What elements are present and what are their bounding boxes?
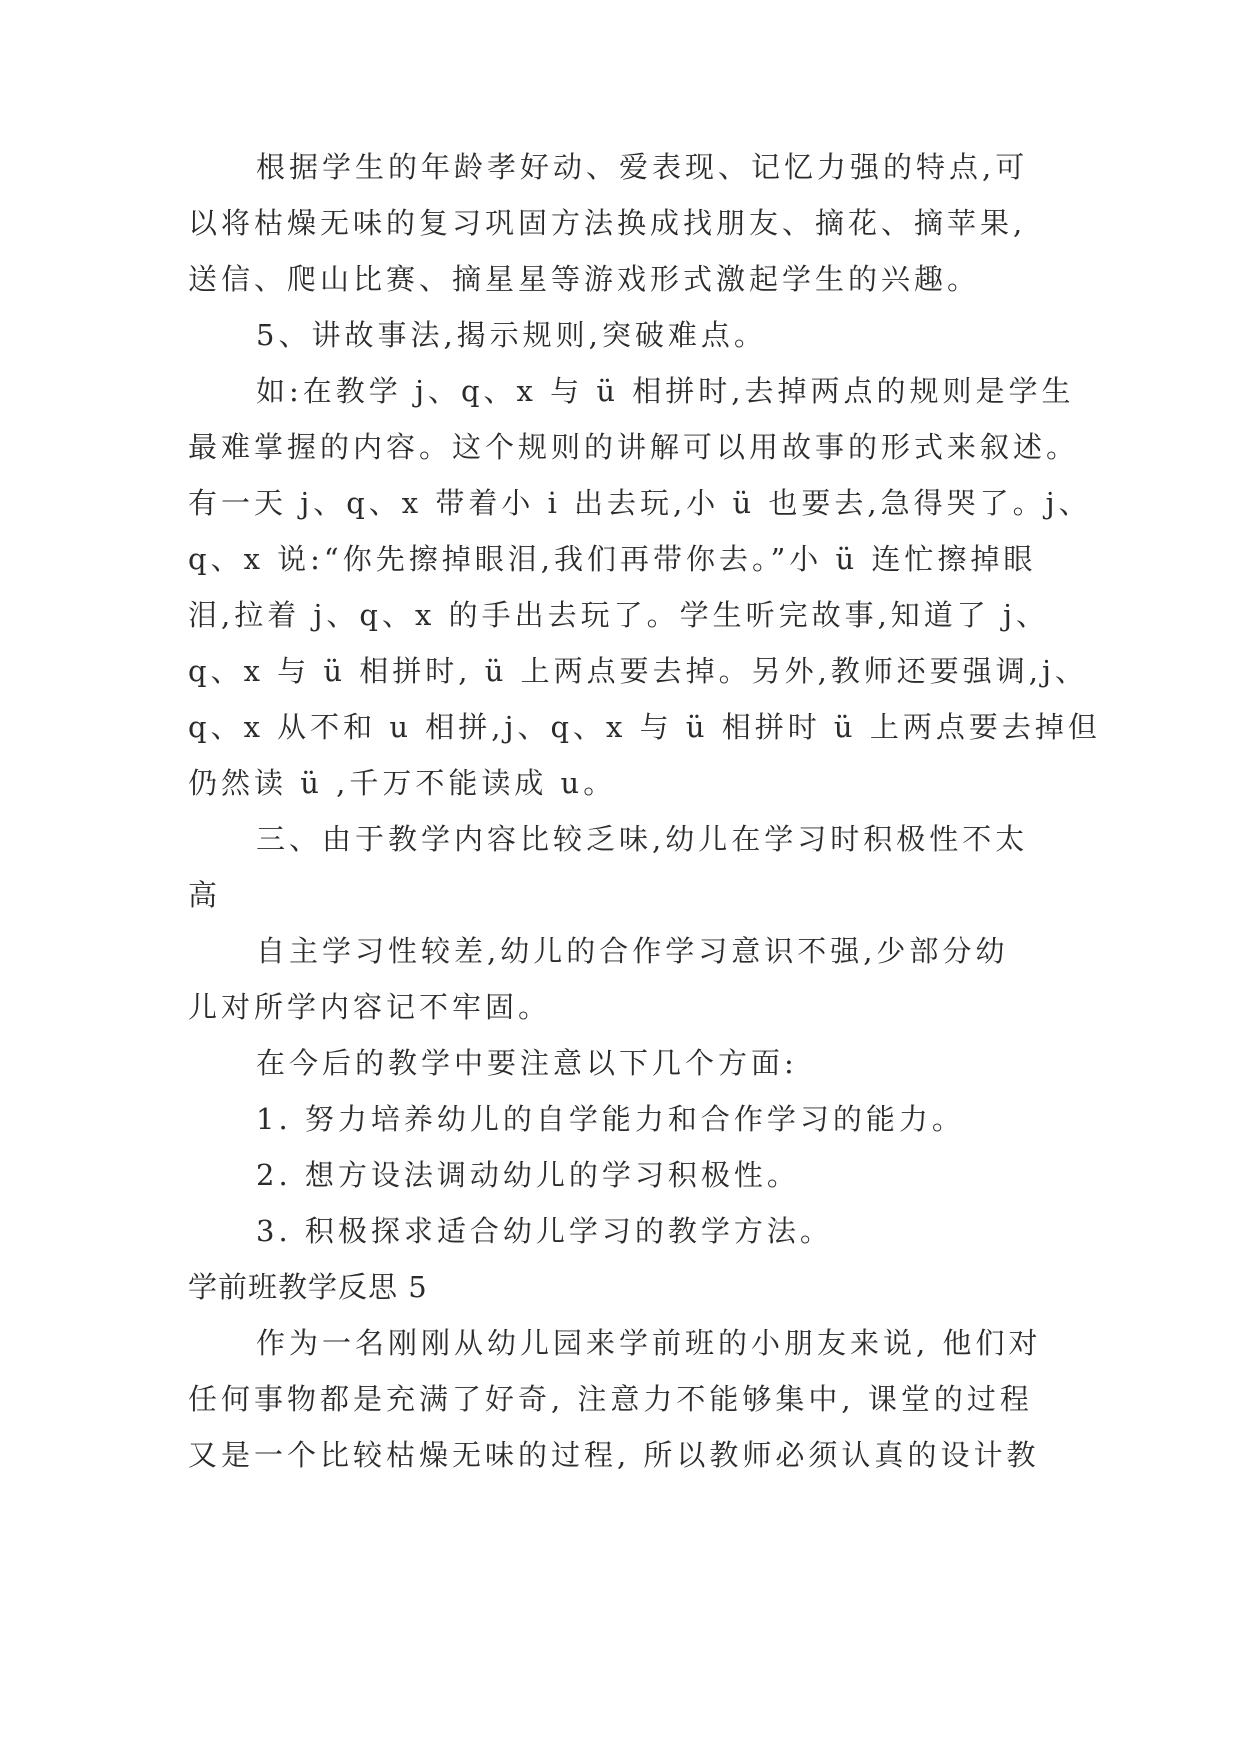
paragraph-line: 任何事物都是充满了好奇, 注意力不能够集中, 课堂的过程 — [188, 1382, 1033, 1416]
paragraph-line: q、x 与 ü 相拼时, ü 上两点要去掉。另外,教师还要强调,j、 — [188, 654, 1089, 688]
paragraph-line: 根据学生的年龄孝好动、爱表现、记忆力强的特点,可 — [256, 150, 1029, 184]
paragraph-line: 送信、爬山比赛、摘星星等游戏形式激起学生的兴趣。 — [188, 262, 981, 296]
paragraph-line: 泪,拉着 j、q、x 的手出去玩了。学生听完故事,知道了 j、 — [188, 598, 1049, 632]
section-heading: 学前班教学反思 5 — [188, 1270, 428, 1304]
paragraph-line: 在今后的教学中要注意以下几个方面: — [256, 1046, 798, 1080]
list-item: 2. 想方设法调动幼儿的学习积极性。 — [256, 1158, 800, 1192]
paragraph-line: 三、由于教学内容比较乏味,幼儿在学习时积极性不太 — [256, 822, 1029, 856]
paragraph-line: 5、讲故事法,揭示规则,突破难点。 — [256, 318, 767, 352]
paragraph-line: 作为一名刚刚从幼儿园来学前班的小朋友来说, 他们对 — [256, 1326, 1042, 1360]
paragraph-line: 最难掌握的内容。这个规则的讲解可以用故事的形式来叙述。 — [188, 430, 1080, 464]
paragraph-line: 仍然读 ü ,千万不能读成 u。 — [188, 766, 617, 800]
paragraph-line: 以将枯燥无味的复习巩固方法换成找朋友、摘花、摘苹果, — [188, 206, 1027, 240]
paragraph-line: q、x 说:“你先擦掉眼泪,我们再带你去。”小 ü 连忙擦掉眼 — [188, 542, 1037, 576]
paragraph-line: 如:在教学 j、q、x 与 ü 相拼时,去掉两点的规则是学生 — [256, 374, 1075, 408]
paragraph-line: 儿对所学内容记不牢固。 — [188, 990, 552, 1024]
paragraph-line: 又是一个比较枯燥无味的过程, 所以教师必须认真的设计教 — [188, 1438, 1040, 1472]
paragraph-line: q、x 从不和 u 相拼,j、q、x 与 ü 相拼时 ü 上两点要去掉但 — [188, 710, 1101, 744]
paragraph-line: 有一天 j、q、x 带着小 i 出去玩,小 ü 也要去,急得哭了。j、 — [188, 486, 1092, 520]
list-item: 3. 积极探求适合幼儿学习的教学方法。 — [256, 1214, 833, 1248]
paragraph-line: 高 — [188, 878, 222, 912]
paragraph-line: 自主学习性较差,幼儿的合作学习意识不强,少部分幼 — [256, 934, 1009, 968]
list-item: 1. 努力培养幼儿的自学能力和合作学习的能力。 — [256, 1102, 965, 1136]
